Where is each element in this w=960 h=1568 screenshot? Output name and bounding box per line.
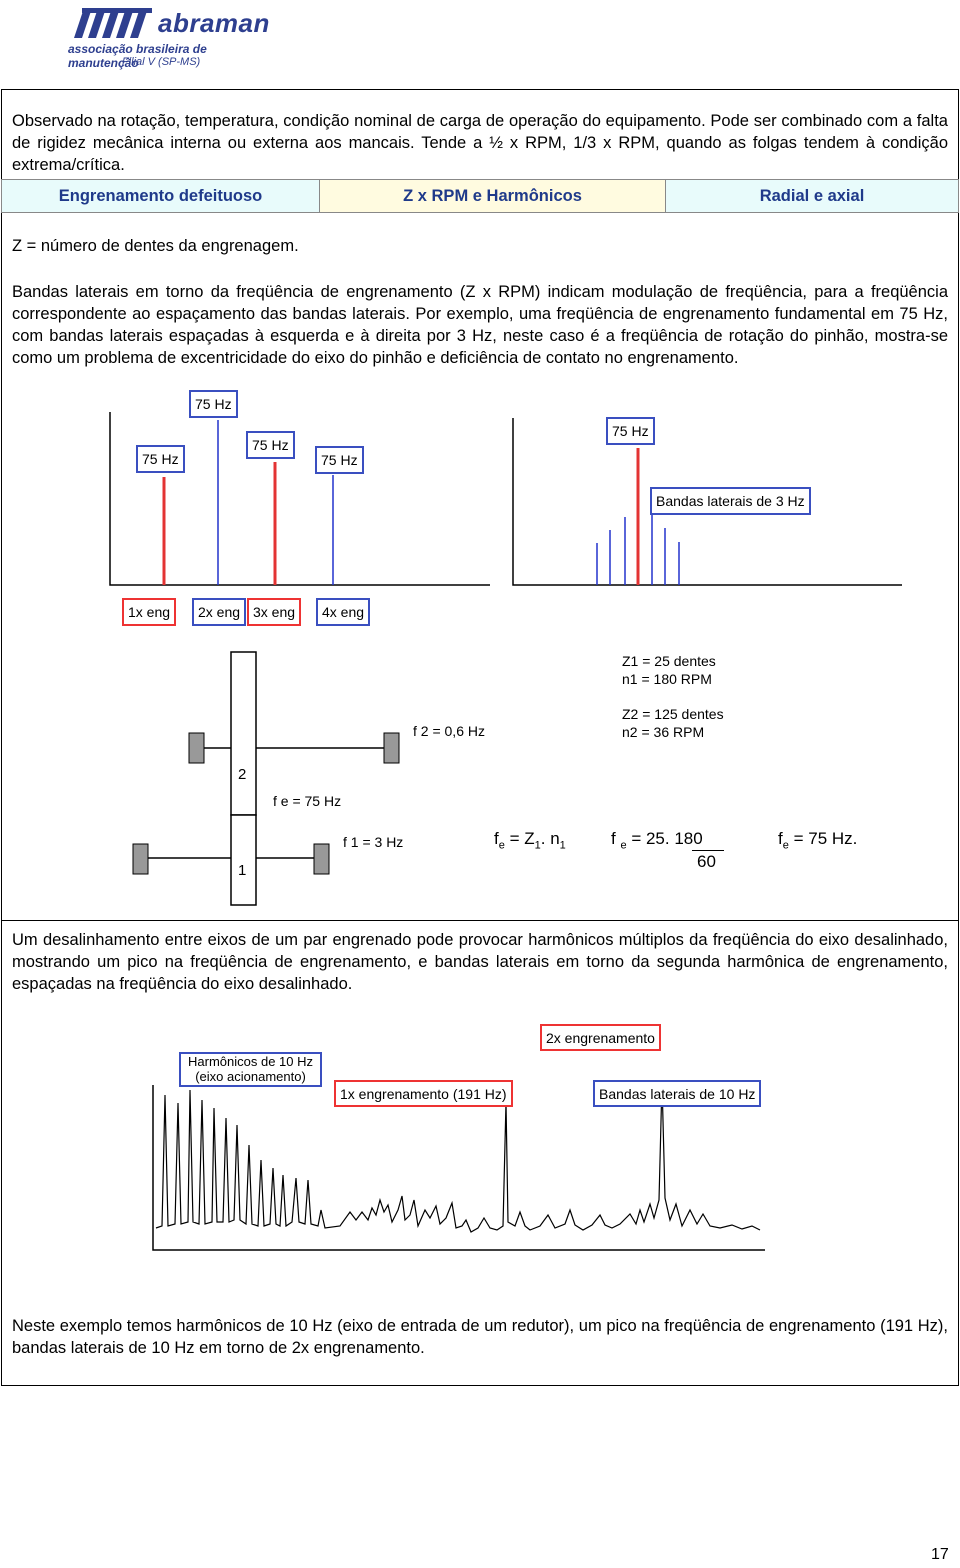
sideband-10hz-label: Bandas laterais de 10 Hz (593, 1080, 761, 1107)
harmonics-10hz-line2: (eixo acionamento) (195, 1069, 306, 1084)
misalignment-paragraph: Um desalinhamento entre eixos de um par engrenado pode provocar harmônicos múltiplos da freqüência do eixo desalinhado, mostrando um pico na freqüência de engrenamento, e bandas laterais em torno da segunda harmônica de engrenamento, espaçadas na freqüência do eixo desalinhado. (12, 931, 948, 993)
mesh-2x-label: 2x engrenamento (540, 1024, 661, 1051)
page-number: 17 (931, 1546, 949, 1563)
logo-name: abraman (158, 8, 270, 38)
gear-2-label: 2 (238, 766, 247, 783)
sidebands-paragraph: Bandas laterais em torno da freqüência de engrenamento (Z x RPM) indicam modulação de freqüência, para a freqüência correspondente ao espaçamento das bandas laterais. Por exemplo, uma freqüência de engrenamento fundamental em 75 Hz, com bandas laterais espaçadas à esquerda e à direita por 3 Hz, neste caso é a freqüência de rotação do pinhão, mostra-se como um problema de excentricidade do eixo do pinhão e deficiência de contato no engrenamento. (12, 283, 948, 367)
intro-paragraph: Observado na rotação, temperatura, condição nominal de carga de operação do equipamento. Pode ser combinado com a falta de rigidez mecânica interna ou externa aos mancais. Tende a ½ x RPM, 1/3 x RPM, quando as folgas tendem à condição extrema/crítica. (12, 112, 948, 174)
harmonic-label-2x: 2x eng (192, 598, 246, 626)
peak-label-2x: 75 Hz (189, 390, 238, 418)
peak-label-3x: 75 Hz (246, 431, 295, 459)
spectrum2-peak-label: 75 Hz (606, 417, 655, 445)
harmonic-label-1x: 1x eng (122, 598, 176, 626)
harmonic-label-3x: 3x eng (247, 598, 301, 626)
z-definition: Z = número de dentes da engrenagem. (12, 237, 299, 255)
peak-label-1x: 75 Hz (136, 445, 185, 473)
harmonics-10hz-label (179, 1052, 322, 1087)
direction-cell: Radial e axial (665, 179, 959, 213)
harmonics-10hz-line1: Harmônicos de 10 Hz (188, 1054, 313, 1069)
logo-subtitle: associação brasileira de manutenção (68, 42, 207, 70)
example-paragraph: Neste exemplo temos harmônicos de 10 Hz (eixo de entrada de um redutor), um pico na freqüência de engrenamento (191 Hz), bandas laterais de 10 Hz em torno de 2x engrenamento. (12, 1317, 948, 1357)
f1-label: f 1 = 3 Hz (343, 834, 404, 850)
f2-label: f 2 = 0,6 Hz (413, 723, 485, 739)
peak-label-4x: 75 Hz (315, 446, 364, 474)
gear-1-label: 1 (238, 862, 247, 879)
fe-label: f e = 75 Hz (273, 793, 342, 809)
frequency-cell: Z x RPM e Harmônicos (319, 179, 666, 213)
fe-calc-denominator: 60 (697, 852, 716, 871)
fe-result: $f_e = 75$ Hz. (778, 829, 858, 852)
problem-cell: Engrenamento defeituoso (1, 179, 320, 213)
n2-label: n2 = 36 RPM (622, 724, 705, 740)
logo-branch: Filial V (SP-MS) (122, 56, 201, 68)
mesh-1x-label: 1x engrenamento (191 Hz) (334, 1080, 513, 1107)
spectrum2-sideband-label: Bandas laterais de 3 Hz (650, 487, 811, 515)
harmonic-label-4x: 4x eng (316, 598, 370, 626)
z2-label: Z2 = 125 dentes (622, 706, 724, 722)
fe-calculation: f $_e$ = 25. 180 (611, 829, 703, 852)
z1-label: Z1 = 25 dentes (622, 653, 716, 669)
n1-label: n1 = 180 RPM (622, 671, 712, 687)
fe-formula: $f_e = Z_1$. $n_1$ (494, 829, 566, 852)
